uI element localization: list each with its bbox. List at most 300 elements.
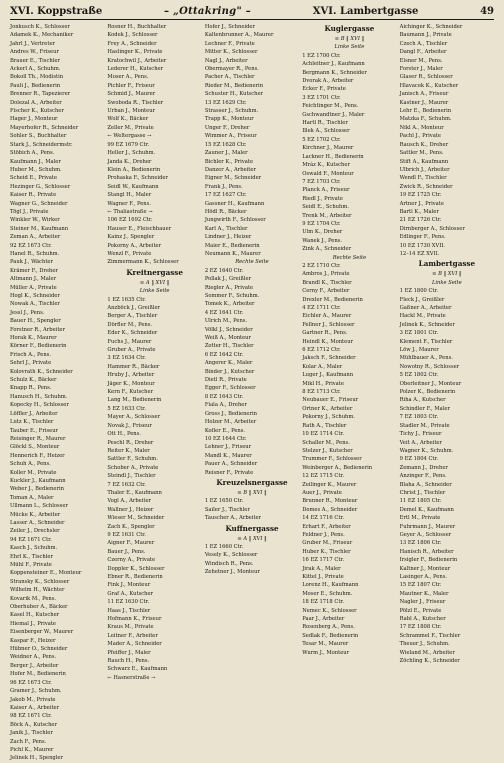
section-note: ≡ B ‖ XVI ‖ [237,489,267,496]
entry-line: Sommer F., Schuhm. [204,293,260,299]
entry-line: Hanusch H., Schuhm. [10,393,68,400]
entry-line: Pokorny A., Arbeiter [107,242,162,249]
entry-line: Geyer A., Schlosser [399,531,452,538]
entry-line: Wagner F., Pens. [107,200,151,207]
entry-line: Trummer F., Schlosser [302,456,362,463]
entry-line: Hezinger G., Schlosser [10,183,71,190]
entry-line: Kaltenbrunner A., Maurer [204,32,274,39]
entry-line: Mücke K., Arbeiter [10,511,61,518]
entry-line: 1 EZ 1635 Ctr. [107,296,146,303]
entry-line: Baumann J., Private [399,32,452,39]
column-4 [302,23,396,670]
entry-line: 17 EZ 1627 Ctr. [204,192,247,199]
entry-line: Wenzl F., Private [107,250,152,257]
entry-line: Klement F., Tischler [399,338,453,345]
entry-line: Kainz J., Spengler [107,234,155,241]
entry-line: Peschl R., Dreher [107,439,154,446]
entry-line: Bichler K., Private [204,158,254,165]
entry-line: Hofer J., Schneider [204,24,255,30]
entry-line: Eichler A., Maurer [302,313,352,320]
entry-line: 6 EZ 1642 Ctr. [204,351,244,358]
entry-line: Kasch J., Schuhm. [10,545,58,552]
entry-line: Schuster H., Kutscher [204,91,264,98]
entry-line: Eder K., Schneider [107,330,158,337]
entry-line: Reisinger R., Maurer [10,435,66,442]
entry-line: Dolezal A., Arbeiter [10,99,62,106]
entry-line: Wurm J., Monteur [302,649,350,656]
entry-line: Nowotny R., Schlosser [399,363,460,370]
entry-line: 9 EZ 1631 Ctr. [107,531,146,538]
entry-line: Brunner R., Monteur [302,498,358,505]
entry-line: Lorenz H., Kaufmann [302,582,359,589]
entry-line: Heindl K., Monteur [302,338,354,345]
entry-line: Lechner F., Private [204,40,255,47]
entry-line: Pollak J., Greißler [204,276,252,283]
entry-line: Mikl H., Private [302,380,344,387]
entry-line: Dietl R., Private [204,377,247,384]
entry-line: Wendl F., Tischler [399,175,447,182]
entry-line: Pokorny J., Schuhm. [302,414,355,421]
entry-line: 92 EZ 1673 Ctr. [10,242,52,249]
street-heading: Kuglergasse [324,24,375,33]
entry-line: Stadler M., Private [399,422,450,429]
entry-line: Paar J., Arbeiter [302,616,345,623]
entry-line: Aichinger K., Schneider [399,24,463,30]
entry-line: Zink A., Schneider [302,246,352,253]
entry-line: 10 EZ 1714 Ctr. [302,431,344,438]
entry-line: Sattler F., Schuhm. [107,456,158,463]
entry-line: 5 EZ 1633 Ctr. [107,405,146,412]
entry-line: Urban J., Monteur [107,108,156,115]
entry-line: Kittel J., Private [302,574,344,580]
entry-line: Kirchner J., Maurer [302,145,354,152]
entry-line: 3 EZ 1801 Ctr. [399,330,439,337]
entry-line: 96 EZ 1673 Ctr. [10,679,52,686]
entry-line: 12–14 EZ XVII. [399,250,440,257]
entry-line: Mitter K., Schlosser [204,49,258,56]
entry-line: Altmann J., Maler [10,276,57,283]
entry-line: 17 EZ 1808 Ctr. [399,624,442,631]
entry-line: Bokoll Th., Modistin [10,74,64,81]
entry-line: Zach F., Pens. [10,738,47,745]
entry-line: 9 EZ 1804 Ctr. [399,456,439,463]
entry-line: Gschwandtner J., Maler [302,111,365,118]
section-note: Linke Seite [334,44,365,51]
entry-line: Ambros J., Private [302,271,350,278]
entry-line: Sailer J., Tischler [204,506,250,513]
entry-line: Forstner R., Arbeiter [10,326,65,333]
entry-line: Stangl H., Maler [107,192,152,199]
entry-line: 8 EZ 1643 Ctr. [204,393,244,400]
entry-line: Feichtinger M., Pens. [302,103,359,110]
entry-line: Eigner M., Schneider [204,175,262,182]
entry-line: Kern F., Kutscher [107,389,154,396]
entry-line: Maier E., Bedienerin [204,242,260,249]
entry-line: Neumann K., Maurer [204,250,261,257]
entry-line: 13 EZ 1806 Ctr. [399,540,442,547]
entry-line: Lederer H., Kutscher [107,66,164,73]
entry-line: Czech A., Tischler [399,40,448,47]
entry-line: Blaha A., Schneider [399,481,452,488]
entry-line: Kaiser R., Private [10,192,57,199]
entry-line: Schmid J., Maurer [107,91,156,98]
entry-line: Hauser E., Fleischhauer [107,225,172,232]
entry-line: Kratochwil J., Arbeiter [107,57,167,64]
entry-line: Kaspar F., Heizer [10,637,56,644]
entry-line: Völkl J., Schneider [204,326,253,333]
entry-line: Feldner J., Pens. [302,531,345,538]
entry-line: 13 EZ 1629 Ctr. [204,99,247,106]
entry-line: Reisner F., Private [204,469,254,476]
entry-line: Janda K., Dreher [107,158,152,165]
entry-line: Knapp R., Pens. [10,385,52,392]
entry-line: Sohler S., Buchhalter [10,133,67,140]
entry-line: Rosenberg A., Pens. [302,624,355,631]
entry-line: Jahrl J., Vertreter [10,40,56,47]
entry-line: Fuhrmann J., Maurer [399,523,456,530]
entry-line: Novak J., Friseur [107,422,152,429]
entry-line: 19 EZ 1725 Ctr. [399,192,442,199]
entry-line: Wieser M., Schneider [107,515,165,522]
page-header [10,4,494,18]
entry-line: 98 EZ 1671 Ctr. [10,713,52,720]
entry-line: ← Thaliastraße → [107,208,153,215]
entry-line: 15 EZ 1807 Ctr. [399,582,442,589]
entry-line: Rabl A., Kutscher [399,616,446,623]
entry-line: Frisch A., Pens. [10,351,51,358]
entry-line: Weidner A., Pens. [10,654,57,661]
entry-line: Gaßner A., Arbeiter [399,305,452,311]
entry-line: Thaler E., Kaufmann [107,489,162,496]
section-note: ≡ A ‖ XVI ‖ [139,279,170,286]
column-5 [400,23,494,670]
entry-line: Fuchs J., Maurer [107,338,152,345]
entry-line: Vesely K., Schlosser [204,552,258,559]
entry-line: Schrammel F., Tischler [399,632,461,639]
entry-line: Kaltner J., Monteur [399,565,451,572]
entry-line: Weinberger A., Bedienerin [302,464,373,471]
section-note: Rechte Seite [235,259,269,266]
entry-line: Theuer J., Schuhm. [399,641,450,648]
entry-line: Ullmann L., Schlosser [10,503,68,510]
entry-line: Stelzer J., Kutscher [302,447,353,454]
entry-line: Obermayer R., Pens. [204,66,259,73]
entry-line: 3 EZ 1634 Ctr. [107,355,146,362]
entry-line: Edlinger F., Pens. [399,234,446,241]
entry-line: Zwick R., Schneider [399,183,453,190]
entry-line: Lindner J., Heizer [204,234,252,241]
entry-line: Kovarik M., Pens. [10,595,57,602]
entry-line: Kaiser A., Arbeiter [10,704,60,711]
entry-line: Kaufmann J., Maler [10,158,61,165]
entry-line: Toman A., Maler [10,494,54,501]
entry-line: Leitner F., Arbeiter [107,632,158,639]
entry-line: Tauber E., Friseur [10,427,59,434]
entry-line: 94 EZ 1671 Ctr. [10,536,52,543]
entry-line: Berger A., Tischler [107,313,158,320]
entry-line: Brauer E., Tischler [10,57,60,64]
entry-line: 10 EZ 1730 XVII. [399,242,445,249]
entry-line: ← Weltergasse → [107,133,152,140]
entry-line: Swoboda R., Tischler [107,99,164,106]
entry-line: Angerer K., Maler [204,360,253,367]
entry-line: 9 EZ 1704 Ctr. [302,220,341,227]
entry-line: Bauer H., Spengler [10,318,61,325]
entry-line: Pichl K., Maurer [10,746,54,753]
entry-line: Pichler F., Friseur [107,82,155,89]
entry-line: Jungwirth F., Schlosser [204,217,266,224]
entry-line: Dörfler M., Pens. [107,321,153,328]
entry-line: Ulm K., Dreher [302,229,343,236]
entry-line: Wagner G., Schneider [10,200,68,207]
entry-line: Mühlbauer A., Pens. [399,355,453,362]
entry-line: Wimmer A., Friseur [204,133,257,140]
entry-line: Czerny A., Private [107,557,156,564]
entry-line: Hruby J., Arbeiter [107,372,155,379]
entry-line: Demel K., Kaufmann [399,506,454,513]
entry-line: Moser A., Pens. [107,74,149,81]
entry-line: Steindl J., Tischler [107,473,156,480]
entry-line: Adamek K., Mechaniker [10,32,74,39]
entry-line: Lang M., Bedienerin [107,397,162,404]
entry-line: Zach K., Spengler [107,523,155,530]
entry-line: Huber K., Tischler [302,548,351,555]
entry-line: 14 EZ 1716 Ctr. [302,515,344,522]
entry-line: Hödl R., Bäcker [204,208,247,215]
entry-line: Kuckler J., Kaufmann [10,477,66,484]
entry-line: Dvorak A., Arbeiter [302,78,354,85]
entry-line: Scheid E., Private [10,175,58,182]
header-right-street: XVI. Lambertgasse [312,5,419,17]
entry-line: 1 EZ 1650 Ctr. [204,498,244,505]
entry-line: Ertl M., Private [399,515,441,522]
entry-line: Hiemal J., Private [10,620,57,627]
entry-line: Gartner R., Pens. [302,330,348,337]
entry-line: 5 EZ 1802 Ctr. [399,372,439,379]
entry-line: Haas J., Tischler [107,607,151,614]
entry-line: Mautner K., Maler [399,590,449,597]
entry-line: 106 EZ 1692 Ctr. [107,217,153,224]
header-district-title: – „Ottakring" – [163,5,252,17]
entry-line: Bauer J., Pens. [107,548,146,555]
entry-line: Kolovrath K., Schneider [10,368,73,375]
entry-line: Seidl E., Schuhm. [302,204,349,211]
entry-line: Sedlak F., Bedienerin [302,632,359,639]
entry-line: Kasel H., Kutscher [10,612,60,619]
entry-line: 2 EZ 1640 Ctr. [204,267,244,274]
entry-line: 2 EZ 1710 Ctr. [302,262,341,269]
entry-line: Ott H., Pens. [107,431,141,438]
entry-line: Hofer M., Bedienerin [10,671,66,678]
entry-line: Domes A., Schneider [302,506,358,513]
entry-line: Krämer F., Dreher [10,267,58,274]
entry-line: Rath A., Tischler [302,422,347,429]
entry-line: 5 EZ 1702 Ctr. [302,136,341,143]
entry-line: 1 EZ 1660 Ctr. [204,543,244,550]
entry-line: Zotter H., Tischler [204,343,254,350]
entry-line: Klein A., Bedienerin [107,166,161,173]
header-rule [10,19,494,20]
entry-line: Mühl F., Private [10,562,52,568]
entry-line: Vogl A., Arbeiter [107,498,152,505]
entry-line: Zehetner J., Monteur [204,569,260,576]
entry-line: Frank J., Pens. [204,183,243,190]
entry-line: Jakob M., Private [10,696,56,703]
entry-line: Hogl K., Schneider [10,293,60,299]
entry-line: Lehner J., Friseur [204,444,252,451]
page-number: 49 [480,5,494,17]
entry-line: Koller M., Private [10,469,57,476]
entry-line: Veit A., Arbeiter [399,439,442,446]
entry-line: Artner J., Private [399,200,444,207]
entry-line: Ulrich M., Pens. [204,318,248,325]
entry-line: Heller J., Schuhm. [107,150,156,157]
column-1 [10,23,104,762]
entry-line: Brandl K., Tischler [302,279,352,286]
entry-line: Trapp K., Monteur [204,116,254,123]
entry-line: Steiner M., Kaufmann [10,225,69,232]
entry-line: Riedl J., Private [302,195,343,202]
entry-line: Dangl F., Arbeiter [399,49,447,56]
entry-line: 1 EZ 1800 Ctr. [399,288,439,295]
entry-line: 11 EZ 1630 Ctr. [107,599,150,606]
entry-line: Kolar A., Maler [302,363,343,370]
entry-line: Nagler J., Friseur [399,599,446,606]
entry-line: Elsner M., Pens. [399,57,443,64]
entry-line: Fink J., Monteur [107,582,151,589]
entry-line: Stift A., Kaufmann [399,158,449,165]
entry-line: Karl A., Tischler [204,225,248,232]
entry-line: Trenk M., Arbeiter [302,212,352,219]
entry-line: Müller A., Private [10,284,57,291]
entry-line: Jirak A., Maler [302,565,341,572]
entry-line: Pachl J., Private [399,133,441,140]
entry-line: Pauk J., Wächter [10,259,53,266]
entry-line: 11 EZ 1805 Ctr. [399,498,442,505]
entry-line: Stark J., Schneidermstr. [10,141,73,148]
entry-line: Hanisch R., Arbeiter [399,548,454,555]
entry-line: Hanel R., Schuhm. [10,250,60,257]
entry-line: Wagner K., Schuhm. [399,447,454,454]
entry-line: Winkler W., Wirker [10,217,60,224]
entry-line: Oswald F., Monteur [302,170,354,177]
entry-line: Hackl M., Private [399,313,446,320]
entry-line: Wallner J., Heizer [107,506,154,513]
entry-line: Luger J., Kaufmann [302,372,354,379]
header-left-street: XVI. Koppstraße [10,5,103,17]
entry-line: 3 EZ 1701 Ctr. [302,94,341,101]
entry-line: Frey A., Schneider [107,40,157,47]
entry-line: Zemann J., Dreher [399,464,448,471]
entry-line: Mader A., Schneider [107,641,162,648]
entry-line: Kofler E., Pens. [204,427,246,434]
entry-line: Mayerhofer R., Schneider [10,124,79,131]
entry-line: Hartl R., Tischler [302,120,348,127]
entry-line: 7 EZ 1703 Ctr. [302,178,341,185]
entry-line: Löffler J., Arbeiter [10,410,58,417]
entry-line: Mráz K., Kutscher [302,162,350,169]
entry-line: Weiß A., Monteur [204,335,252,342]
entry-line: Binder J., Kutscher [204,368,255,375]
entry-line: Sattler M., Pens. [399,150,444,157]
entry-line: 1 EZ 1700 Ctr. [302,52,341,59]
entry-line: Danzer A., Arbeiter [204,166,256,173]
directory-columns [10,23,494,762]
entry-line: Zeilinger K., Maurer [302,481,357,488]
entry-line: Zeiler J., Drechsler [10,528,60,535]
entry-line: Zeller M., Private [107,124,154,131]
entry-line: Sehrl J., Private [10,360,52,367]
entry-line: Tichy J., Friseur [399,431,442,438]
entry-line: Lasinger A., Pens. [399,574,448,580]
entry-line: Reiter K., Maler [107,447,150,454]
entry-line: Neubauer E., Friseur [302,397,359,404]
entry-line: Illek A., Schlosser [302,128,350,135]
entry-line: Fleck J., Greißler [399,296,445,303]
entry-line: Koppensteiner E., Monteur [10,570,82,577]
entry-line: Riha A., Kutscher [399,397,446,404]
entry-line: 10 EZ 1644 Ctr. [204,435,247,442]
entry-line: Jaksch F., Schneider [302,355,356,362]
entry-line: Matzka F., Schuhm. [399,116,452,123]
entry-line: Aigner F., Maurer [107,540,155,547]
section-note: Rechte Seite [332,254,367,261]
entry-line: Berger J., Arbeiter [10,662,59,669]
entry-line: Horak K., Maurer [10,335,57,342]
entry-line: Schulz K., Bäcker [10,377,57,384]
entry-line: Pacher A., Tischler [204,74,255,81]
entry-line: Jäger K., Monteur [107,380,155,387]
entry-line: Lehr E., Bedienerin [399,108,452,115]
section-note: ≡ A ‖ XVI ‖ [237,535,267,542]
entry-line: Kraus M., Private [107,624,154,631]
entry-line: Jelinek K., Schneider [399,321,455,328]
entry-line: 99 EZ 1679 Ctr. [107,141,150,148]
entry-line: Schober A., Private [107,464,159,471]
entry-line: 16 EZ 1717 Ctr. [302,557,344,564]
entry-line: Rauch H., Pens. [107,658,150,665]
entry-line: Brenner R., Tapezierer [10,91,71,98]
entry-line: Löw J., Maurer [399,347,439,354]
entry-line: Pölzl E., Private [399,607,442,614]
entry-line: Gramer J., Schuhm. [10,688,62,695]
entry-line: Hofmann K., Friseur [107,616,162,623]
entry-line: Doppler K., Schlosser [107,565,165,572]
entry-line: Auer J., Private [302,489,342,496]
entry-line: Lasser A., Schneider [10,519,65,526]
entry-line: Jonkusch K., Schlosser [10,24,70,30]
entry-line: Zimmermann K., Schlosser [107,259,179,266]
street-heading: Lambertgasse [418,259,476,269]
entry-line: Strasser J., Schuhm. [204,108,259,115]
entry-line: Pauli J., Bedienerin [10,82,61,89]
entry-line: Nagl J., Arbeiter [204,57,248,64]
entry-line: 7 EZ 1632 Ctr. [107,481,146,488]
entry-line: 12 EZ 1715 Ctr. [302,473,344,480]
entry-line: Zauner J., Maler [204,150,248,157]
entry-line: Cerny F., Arbeiter [302,288,350,295]
entry-line: Körner F., Bedienerin [10,343,67,350]
column-2 [107,23,201,681]
section-note: ≡ B ‖ XVI ‖ [334,36,365,42]
entry-line: Stransky K., Schlosser [10,578,70,585]
entry-line: Lutz K., Tischler [10,419,54,426]
entry-line: Prohaska F., Schneider [107,175,168,182]
entry-line: Jessl J., Pens. [10,309,45,316]
entry-line: Erhart F., Arbeiter [302,523,351,530]
entry-line: Seidl W., Kaufmann [107,183,159,190]
entry-line: 7 EZ 1803 Ctr. [399,414,439,421]
